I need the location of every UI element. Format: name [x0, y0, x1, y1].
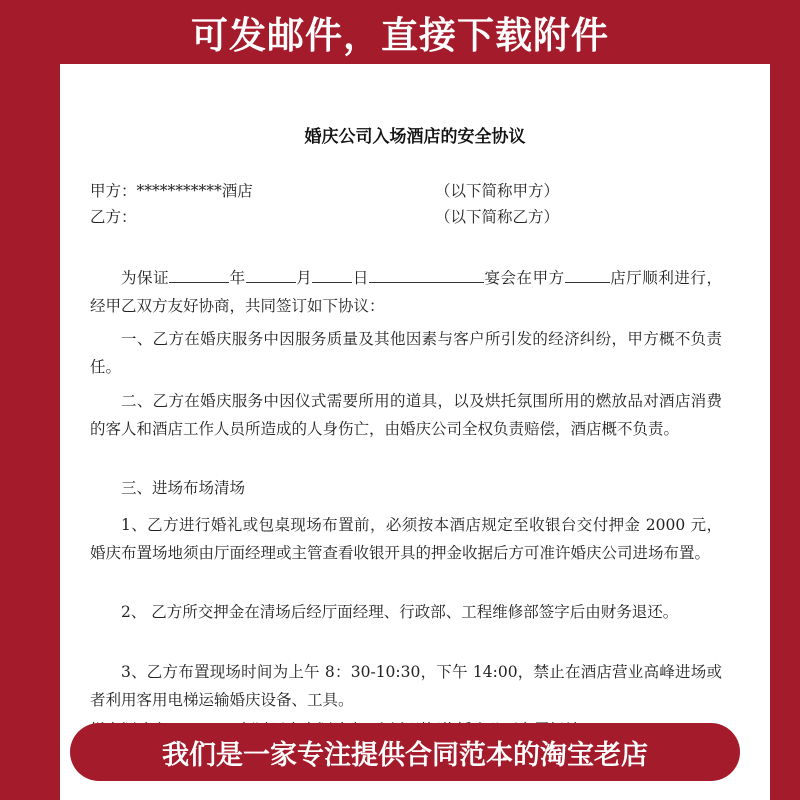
clause-1: 一、乙方在婚庆服务中因服务质量及其他因素与客户所引发的经济纠纷，甲方概不负责任。 — [90, 330, 722, 376]
clause-3-item-1: 1、乙方进行婚礼或包桌现场布置前，必须按本酒店规定至收银台交付押金 2000 元，婚庆布置场地须由厅面经理或主管查看收银开具的押金收据后方可准许婚庆公司进场布置。 — [90, 516, 722, 562]
year-blank — [169, 265, 229, 283]
top-banner — [0, 0, 800, 64]
party-a-label: 甲方：***********酒店 — [90, 182, 253, 200]
month-blank — [246, 265, 296, 283]
party-b-row — [90, 205, 740, 229]
hotel-blank — [565, 265, 610, 283]
clause-3-item-3: 3、乙方布置现场时间为上午 8：30-10:30，下午 14:00，禁止在酒店营业高峰进场或者利用客用电梯运输婚庆设备、工具。 — [90, 663, 722, 709]
bottom-banner — [70, 723, 740, 781]
day-blank — [312, 265, 352, 283]
party-b-alias: （以下简称乙方） — [435, 208, 560, 226]
party-b-label: 乙方： — [90, 208, 137, 226]
party-a-row — [90, 179, 740, 203]
party-a-alias: （以下简称甲方） — [435, 182, 560, 200]
clause-2: 二、乙方在婚庆服务中因仪式需要所用的道具，以及烘托氛围所用的燃放品对酒店消费的客人和酒店工作人员所造成的人身伤亡，由婚庆公司全权负责赔偿，酒店概不负责。 — [90, 392, 722, 438]
clause-3-item-2: 2、 乙方所交押金在清场后经厅面经理、行政部、工程维修部签字后由财务退还。 — [121, 603, 679, 621]
document-title: 婚庆公司入场酒店的安全协议 — [304, 127, 526, 147]
top-banner-text: 可发邮件，直接下载附件 — [191, 14, 609, 57]
clause-3-heading: 三、进场布场清场 — [121, 479, 246, 497]
bottom-banner-text: 我们是一家专注提供合同范本的淘宝老店 — [162, 739, 648, 771]
document-page — [60, 64, 770, 800]
intro-paragraph: 为保证 年 月 日 宴会在甲方 店厅顺利进行，经甲乙双方友好协商，共同签订如下协议： — [90, 264, 722, 320]
event-blank — [369, 265, 484, 283]
